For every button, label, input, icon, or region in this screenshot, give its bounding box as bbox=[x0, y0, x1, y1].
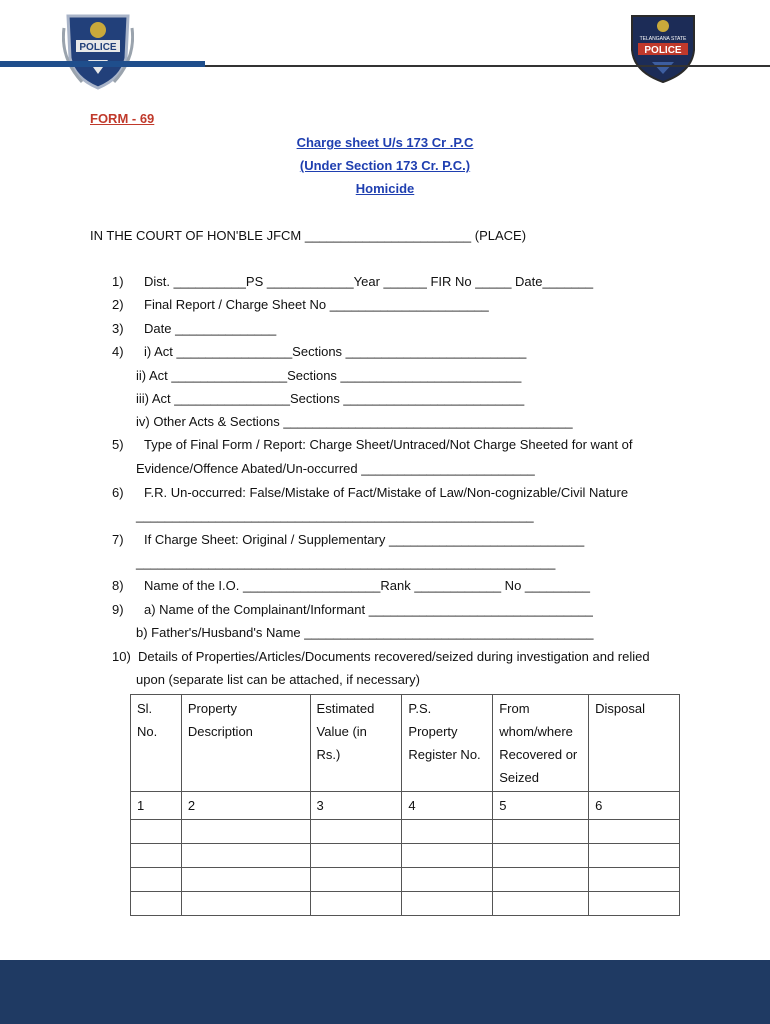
logo-right-text: POLICE bbox=[644, 45, 682, 56]
index-cell: 5 bbox=[493, 792, 589, 820]
item-text: __________________________________________________________ bbox=[136, 555, 556, 570]
header-text: No. bbox=[137, 724, 158, 739]
properties-table bbox=[130, 694, 680, 916]
header-text: From bbox=[499, 701, 530, 716]
logo-left-text: POLICE bbox=[79, 42, 117, 53]
header-text: Sl. bbox=[137, 701, 153, 716]
header-cell-register bbox=[402, 695, 493, 792]
item-text: Dist. __________PS ____________Year ______ FIR No _____ Date_______ bbox=[144, 274, 594, 289]
header-cell-property bbox=[181, 695, 310, 792]
table-cell[interactable] bbox=[181, 820, 310, 844]
header-text: Disposal bbox=[595, 701, 646, 716]
header-text: Property bbox=[408, 724, 458, 739]
item-text: Date ______________ bbox=[144, 321, 277, 336]
table-cell[interactable] bbox=[589, 844, 680, 868]
table-header-row bbox=[131, 695, 680, 792]
item-num: 8) bbox=[112, 578, 124, 593]
header-text: whom/where bbox=[499, 724, 573, 739]
header-text: Estimated bbox=[316, 701, 375, 716]
header-divider bbox=[205, 65, 770, 67]
item-num: 9) bbox=[112, 602, 124, 617]
header-text: Description bbox=[187, 724, 253, 739]
title-line-1: Charge sheet U/s 173 Cr .P.C bbox=[296, 135, 474, 150]
table-cell[interactable] bbox=[310, 868, 402, 892]
table-row bbox=[131, 868, 680, 892]
item-text: _______________________________________________________ bbox=[136, 508, 534, 523]
title-line-3: Homicide bbox=[355, 181, 415, 196]
table-cell[interactable] bbox=[310, 820, 402, 844]
table-cell[interactable] bbox=[131, 844, 182, 868]
police-logo-right bbox=[626, 10, 700, 84]
item-text: F.R. Un-occurred: False/Mistake of Fact/Mistake of Law/Non-cognizable/Civil Nature bbox=[144, 485, 629, 500]
item-num: 4) bbox=[112, 344, 124, 359]
table-cell[interactable] bbox=[402, 844, 493, 868]
index-cell: 4 bbox=[402, 792, 493, 820]
header-text: Property bbox=[187, 701, 238, 716]
item-text: Details of Properties/Articles/Documents recovered/seized during investigation and relied bbox=[138, 649, 650, 664]
header-cell-value bbox=[310, 695, 402, 792]
item-text: Final Report / Charge Sheet No ______________________ bbox=[144, 297, 489, 312]
item-text: a) Name of the Complainant/Informant _______________________________ bbox=[144, 602, 593, 617]
item-text: i) Act ________________Sections _________________________ bbox=[144, 344, 527, 359]
item-text: If Charge Sheet: Original / Supplementary ___________________________ bbox=[144, 532, 585, 547]
index-cell: 6 bbox=[589, 792, 680, 820]
table-cell[interactable] bbox=[131, 892, 182, 916]
table-cell[interactable] bbox=[589, 868, 680, 892]
table-cell[interactable] bbox=[181, 868, 310, 892]
item-num: 6) bbox=[112, 485, 124, 500]
index-cell: 3 bbox=[310, 792, 402, 820]
form-number: FORM - 69 bbox=[90, 111, 155, 126]
item-text: ii) Act ________________Sections _________________________ bbox=[136, 368, 522, 383]
table-cell[interactable] bbox=[181, 892, 310, 916]
court-line: IN THE COURT OF HON'BLE JFCM _______________________ (PLACE) bbox=[90, 228, 527, 243]
item-text: Evidence/Offence Abated/Un-occurred ________________________ bbox=[136, 461, 535, 476]
header-text: Value (in bbox=[316, 724, 367, 739]
item-text: Name of the I.O. ___________________Rank ____________ No _________ bbox=[144, 578, 590, 593]
table-cell[interactable] bbox=[589, 892, 680, 916]
header-text: P.S. bbox=[408, 701, 432, 716]
police-logo-left bbox=[62, 8, 134, 90]
table-row bbox=[131, 820, 680, 844]
table-cell[interactable] bbox=[402, 868, 493, 892]
table-cell[interactable] bbox=[310, 892, 402, 916]
table-cell[interactable] bbox=[493, 892, 589, 916]
table-index-row bbox=[131, 792, 680, 820]
table-cell[interactable] bbox=[493, 868, 589, 892]
table-cell[interactable] bbox=[493, 820, 589, 844]
logo-right-subtext: TELANGANA STATE bbox=[639, 36, 687, 42]
item-text: b) Father's/Husband's Name ________________________________________ bbox=[136, 625, 594, 640]
header-text: Recovered or bbox=[499, 747, 578, 762]
item-text: iii) Act ________________Sections _________________________ bbox=[136, 391, 525, 406]
item-num: 1) bbox=[112, 274, 124, 289]
item-num: 10) bbox=[112, 649, 131, 664]
index-cell: 2 bbox=[181, 792, 310, 820]
header-cell-from bbox=[493, 695, 589, 792]
table-cell[interactable] bbox=[181, 844, 310, 868]
item-text: iv) Other Acts & Sections ________________________________________ bbox=[136, 414, 573, 429]
table-cell[interactable] bbox=[402, 892, 493, 916]
item-text: upon (separate list can be attached, if necessary) bbox=[136, 672, 420, 687]
table-cell[interactable] bbox=[589, 820, 680, 844]
header-text: Seized bbox=[499, 770, 539, 785]
item-num: 3) bbox=[112, 321, 124, 336]
table-cell[interactable] bbox=[493, 844, 589, 868]
footer-bar bbox=[0, 960, 770, 1024]
item-num: 2) bbox=[112, 297, 124, 312]
table-row bbox=[131, 844, 680, 868]
item-num: 5) bbox=[112, 437, 124, 452]
header-text: Register No. bbox=[408, 747, 481, 762]
item-text: Type of Final Form / Report: Charge Sheet/Untraced/Not Charge Sheeted for want of bbox=[144, 437, 633, 452]
item-num: 7) bbox=[112, 532, 124, 547]
index-cell: 1 bbox=[131, 792, 182, 820]
table-cell[interactable] bbox=[310, 844, 402, 868]
table-cell[interactable] bbox=[402, 820, 493, 844]
table-cell[interactable] bbox=[131, 820, 182, 844]
table-row bbox=[131, 892, 680, 916]
header-cell-sl bbox=[131, 695, 182, 792]
header-cell-disposal bbox=[589, 695, 680, 792]
table-cell[interactable] bbox=[131, 868, 182, 892]
header-accent-bar bbox=[0, 61, 205, 67]
title-line-2: (Under Section 173 Cr. P.C.) bbox=[299, 158, 471, 173]
header-text: Rs.) bbox=[316, 747, 341, 762]
